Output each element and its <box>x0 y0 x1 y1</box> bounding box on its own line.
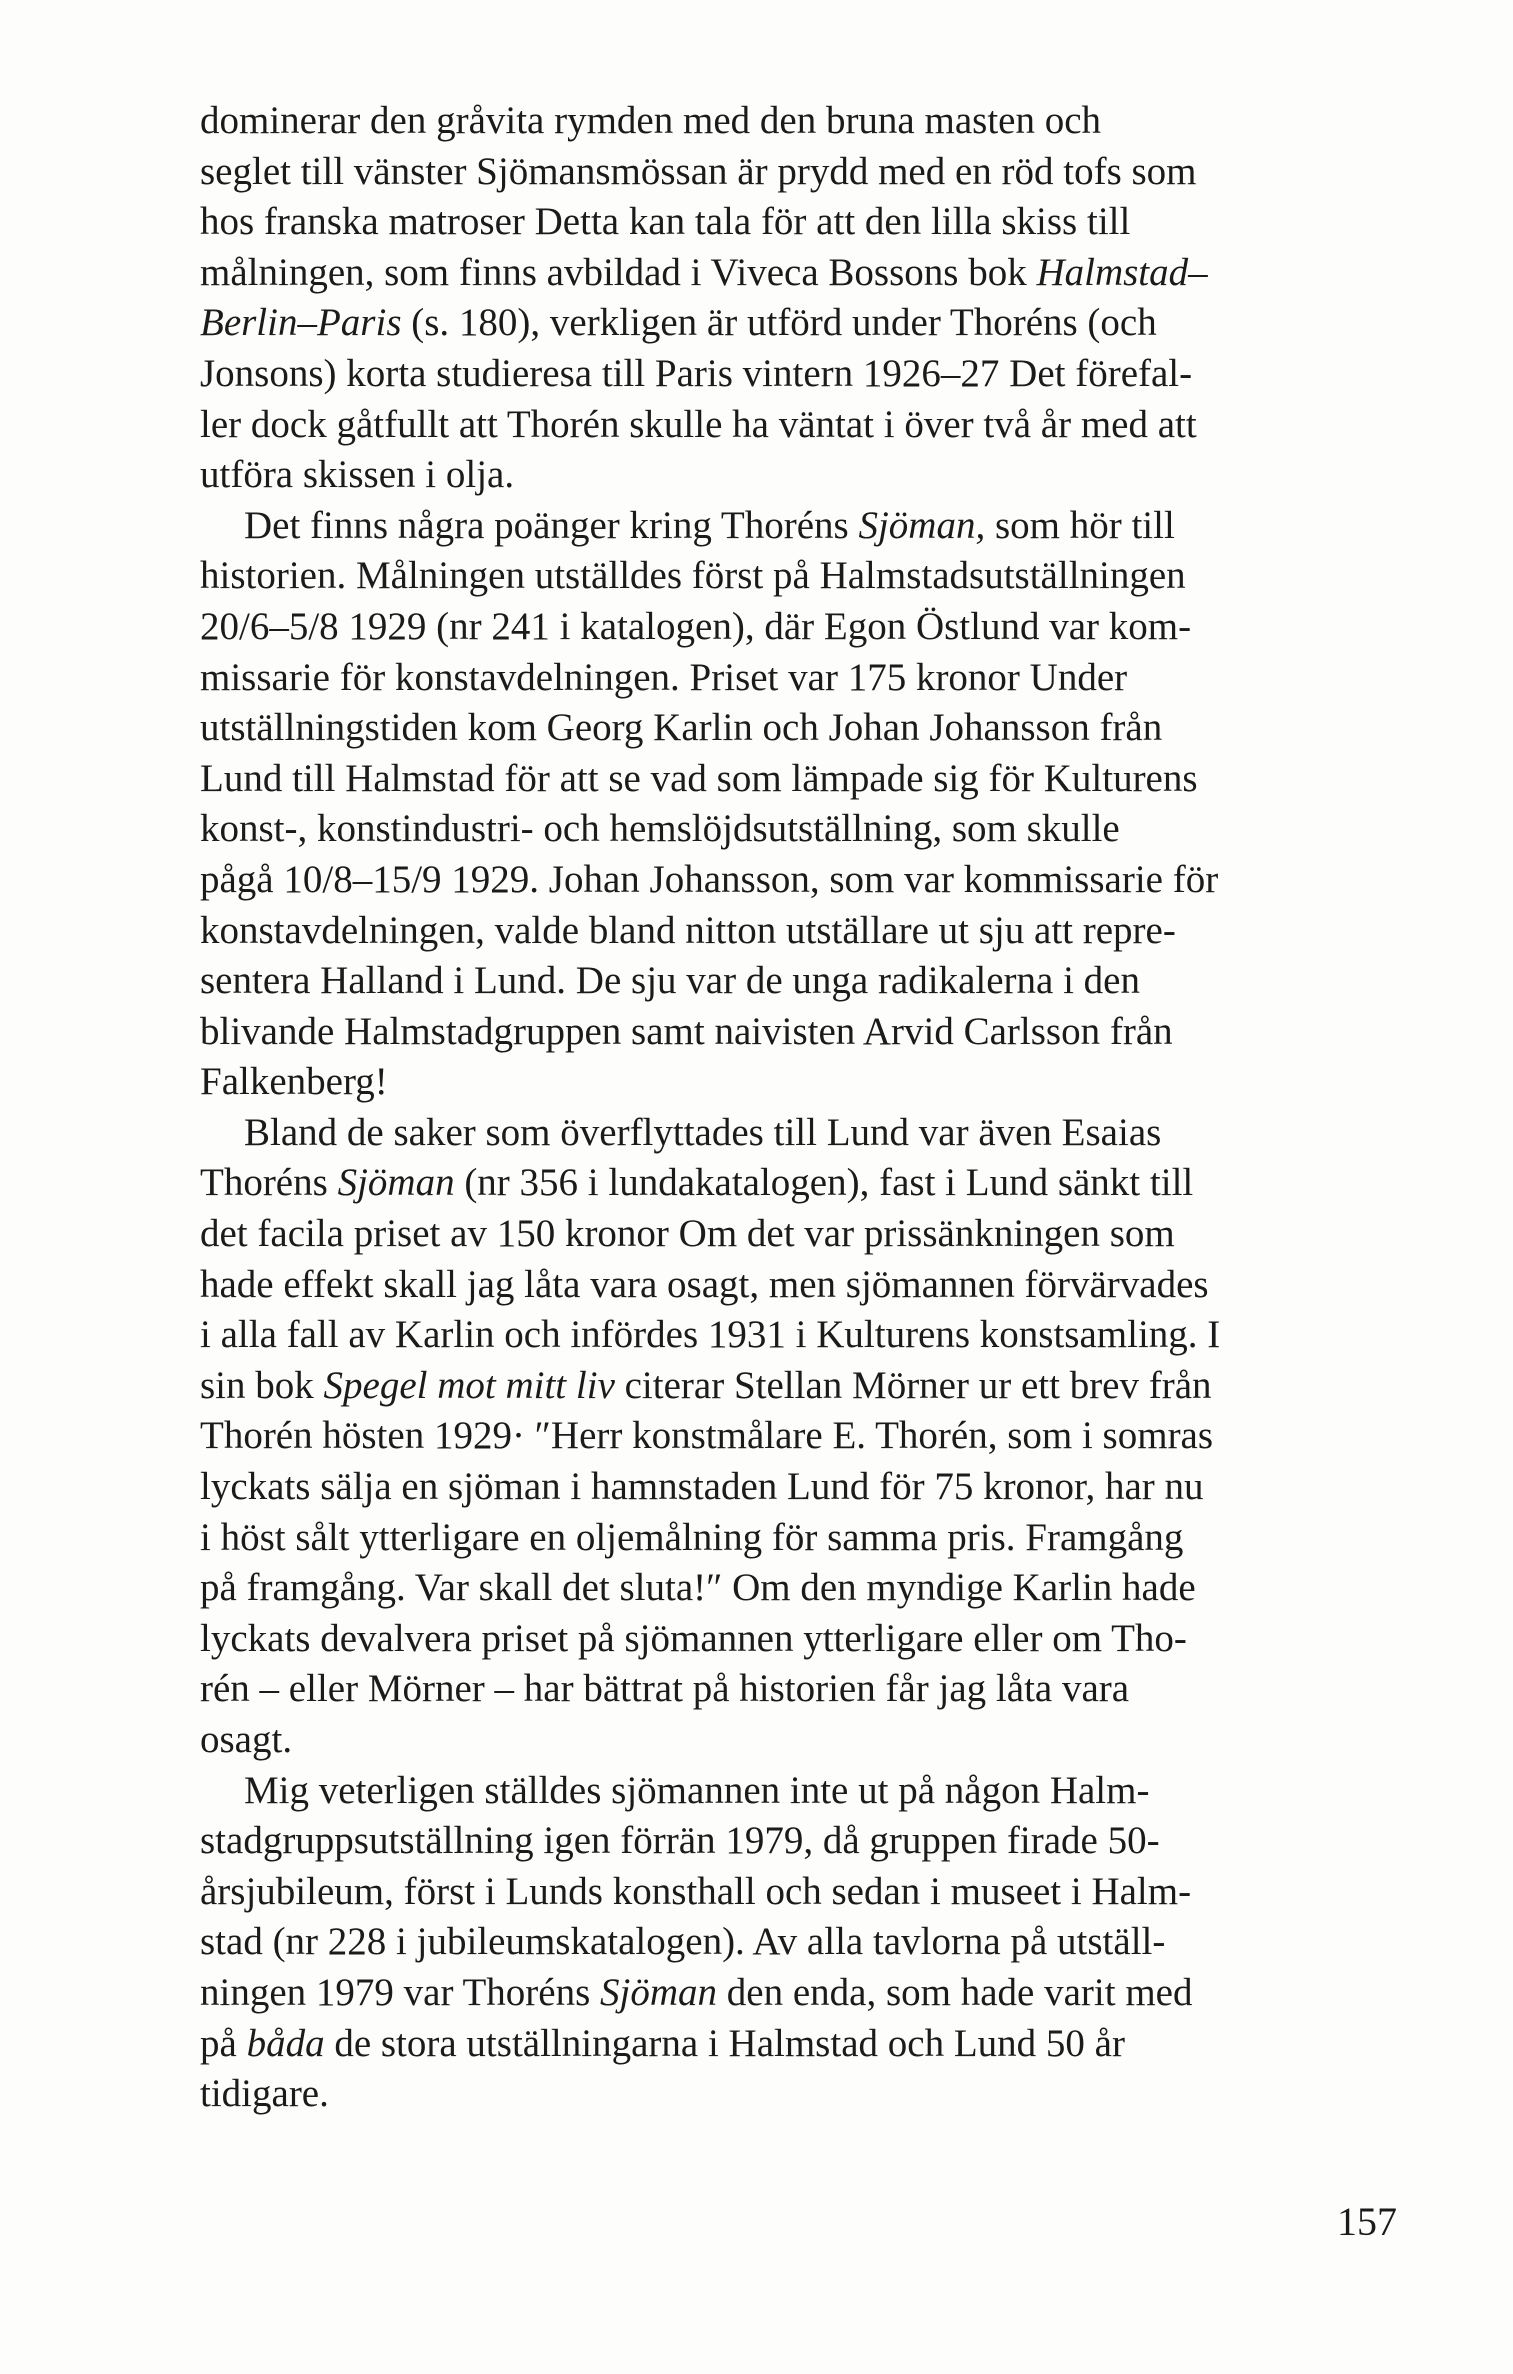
italic-title: Berlin–Paris <box>200 301 402 345</box>
text-segment: (s. 180), verkligen är utförd under Thoréns (och <box>401 301 1157 345</box>
text-line <box>200 349 1410 400</box>
text-line <box>200 1513 1410 1564</box>
text-line <box>200 956 1410 1007</box>
text-segment: Jonsons) korta studieresa till Paris vintern 1926–27 Det förefal- <box>200 351 1193 395</box>
text-segment: årsjubileum, först i Lunds konsthall och sedan i museet i Halm- <box>200 1869 1192 1913</box>
text-line <box>200 450 1410 501</box>
text-line <box>200 1209 1410 1260</box>
text-segment: Mig veterligen ställdes sjömannen inte ut på någon Halm- <box>244 1768 1150 1812</box>
text-segment: ler dock gåtfullt att Thorén skulle ha väntat i över två år med att <box>200 402 1197 446</box>
text-segment: konst-, konstindustri- och hemslöjdsutställning, som skulle <box>200 807 1120 851</box>
text-segment: stadgruppsutställning igen förrän 1979, då gruppen firade 50- <box>200 1819 1160 1863</box>
text-segment: hade effekt skall jag låta vara osagt, men sjömannen förvärvades <box>200 1262 1209 1306</box>
text-line <box>200 298 1410 349</box>
text-line <box>200 1614 1410 1665</box>
text-segment: dominerar den gråvita rymden med den bruna masten och <box>200 99 1102 142</box>
text-segment: citerar Stellan Mörner ur ett brev från <box>614 1363 1212 1407</box>
text-line <box>200 501 1410 552</box>
text-segment: lyckats devalvera priset på sjömannen ytterligare eller om Tho- <box>200 1616 1187 1660</box>
text-line <box>200 147 1410 198</box>
text-segment: utställningstiden kom Georg Karlin och Johan Johansson från <box>200 706 1163 750</box>
text-segment: (nr 356 i lundakatalogen), fast i Lund sänkt till <box>454 1161 1194 1205</box>
text-segment: Falkenberg! <box>200 1060 388 1104</box>
text-line <box>200 1766 1410 1817</box>
text-segment: missarie för konstavdelningen. Priset var 175 kronor Under <box>200 655 1128 699</box>
text-segment: blivande Halmstadgruppen samt naivisten Arvid Carlsson från <box>200 1009 1173 1053</box>
text-segment: lyckats sälja en sjöman i hamnstaden Lund för 75 kronor, har nu <box>200 1465 1204 1509</box>
text-line <box>200 906 1410 957</box>
text-line <box>200 804 1410 855</box>
text-line <box>200 602 1410 653</box>
text-line <box>200 2069 1410 2120</box>
text-line <box>200 197 1410 248</box>
text-line <box>200 1361 1410 1412</box>
text-line <box>200 1057 1410 1108</box>
text-line <box>200 754 1410 805</box>
text-line <box>200 1108 1410 1159</box>
text-segment: sentera Halland i Lund. De sju var de unga radikalerna i den <box>200 959 1140 1003</box>
text-segment: Thoréns <box>200 1161 338 1205</box>
text-line <box>200 1411 1410 1462</box>
text-segment: på <box>200 2021 247 2065</box>
text-segment: på framgång. Var skall det sluta!″ Om den myndige Karlin hade <box>200 1566 1196 1610</box>
italic-title: Halmstad– <box>1036 250 1208 294</box>
italic-title: Sjöman <box>337 1161 455 1205</box>
text-line <box>200 248 1410 299</box>
text-line <box>200 1563 1410 1614</box>
text-segment: Det finns några poänger kring Thoréns <box>244 503 859 547</box>
text-segment: 20/6–5/8 1929 (nr 241 i katalogen), där Egon Östlund var kom- <box>200 604 1192 648</box>
text-segment: seglet till vänster Sjömansmössan är prydd med en röd tofs som <box>200 149 1197 193</box>
page-number: 157 <box>1337 2199 1397 2244</box>
text-segment: hos franska matroser Detta kan tala för att den lilla skiss till <box>200 200 1131 244</box>
text-line <box>200 400 1410 451</box>
text-segment: rén – eller Mörner – har bättrat på historien får jag låta vara <box>200 1667 1130 1711</box>
italic-title: Sjöman, <box>858 503 986 547</box>
text-segment: i höst sålt ytterligare en oljemålning för samma pris. Framgång <box>200 1515 1184 1559</box>
text-line <box>200 1310 1410 1361</box>
text-segment: historien. Målningen utställdes först på Halmstadsutställningen <box>200 554 1186 598</box>
text-segment: målningen, som finns avbildad i Viveca Bossons bok <box>200 250 1037 294</box>
text-segment: stad (nr 228 i jubileumskatalogen). Av alla tavlorna på utställ- <box>200 1920 1166 1964</box>
text-line <box>200 1816 1410 1867</box>
text-line <box>200 1867 1410 1918</box>
text-line <box>200 1158 1410 1209</box>
text-line <box>200 1664 1410 1715</box>
text-segment: Lund till Halmstad för att se vad som lämpade sig för Kulturens <box>200 756 1198 800</box>
text-segment: den enda, som hade varit med <box>717 1970 1193 2014</box>
text-segment: som hör till <box>985 503 1175 547</box>
text-segment: det facila priset av 150 kronor Om det var prissänkningen som <box>200 1212 1175 1256</box>
text-line <box>200 1260 1410 1311</box>
text-segment: i alla fall av Karlin och infördes 1931 i Kulturens konstsamling. I <box>200 1313 1221 1357</box>
text-segment: pågå 10/8–15/9 1929. Johan Johansson, som var kommissarie för <box>200 857 1219 901</box>
body-text <box>200 96 1410 2120</box>
text-segment: Thorén hösten 1929· ″Herr konstmålare E. Thorén, som i somras <box>200 1414 1214 1458</box>
text-segment: ningen 1979 var Thoréns <box>200 1970 601 2014</box>
text-line <box>200 1715 1410 1766</box>
text-segment: tidigare. <box>200 2072 329 2116</box>
text-line <box>200 703 1410 754</box>
text-line <box>200 96 1410 147</box>
text-line <box>200 1968 1410 2019</box>
text-segment: Bland de saker som överflyttades till Lund var även Esaias <box>244 1110 1162 1154</box>
text-segment: de stora utställningarna i Halmstad och Lund 50 år <box>324 2021 1125 2065</box>
italic-title: båda <box>246 2021 325 2065</box>
text-line <box>200 855 1410 906</box>
italic-title: Sjöman <box>600 1970 718 2014</box>
text-segment: konstavdelningen, valde bland nitton utställare ut sju att repre- <box>200 908 1176 952</box>
text-line <box>200 2019 1410 2070</box>
text-line <box>200 551 1410 602</box>
text-segment: utföra skissen i olja. <box>200 453 515 497</box>
text-segment: osagt. <box>200 1718 293 1761</box>
text-segment: sin bok <box>200 1363 324 1407</box>
text-line <box>200 1007 1410 1058</box>
text-line <box>200 1917 1410 1968</box>
text-line <box>200 653 1410 704</box>
text-line <box>200 1462 1410 1513</box>
italic-title: Spegel mot mitt liv <box>323 1363 615 1407</box>
